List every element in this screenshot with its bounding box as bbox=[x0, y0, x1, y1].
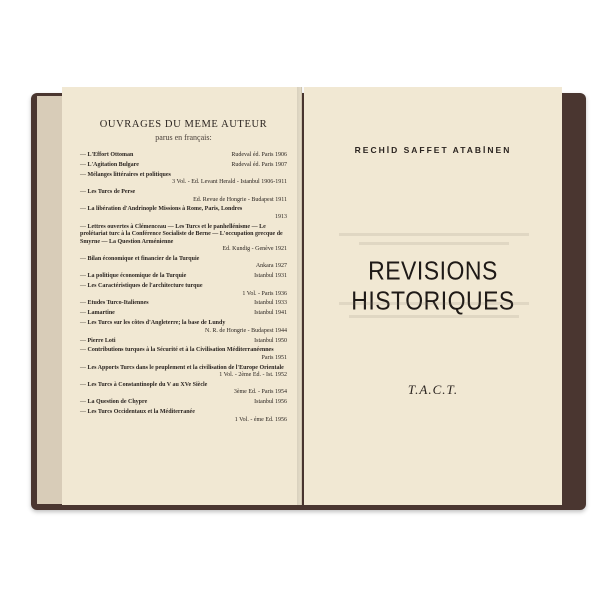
work-publication: 3 Vol. - Ed. Levant Herald - Istanbul 1906-1911 bbox=[172, 179, 287, 186]
work-publication: N. R. de Hongrie - Budapest 1944 bbox=[205, 327, 287, 334]
work-item bbox=[80, 162, 287, 169]
work-item bbox=[80, 365, 287, 380]
work-item bbox=[80, 206, 287, 221]
work-publication: 1 Vol. - 2ème Ed. - Ist. 1952 bbox=[219, 372, 287, 379]
publisher: T.A.C.T. bbox=[407, 382, 459, 397]
work-item bbox=[80, 310, 287, 317]
work-title: — Les Turcs de Perse bbox=[80, 189, 287, 196]
show-through-text bbox=[359, 242, 509, 245]
work-publication: Istanbul 1941 bbox=[254, 310, 287, 317]
work-title: — Lamartine bbox=[80, 310, 115, 317]
work-publication: Paris 1951 bbox=[261, 354, 287, 361]
left-page bbox=[62, 87, 302, 505]
work-title: — Les Turcs Occidentaux et la Méditerranée bbox=[80, 409, 287, 416]
work-item bbox=[80, 320, 287, 335]
work-publication: 1 Vol. - Paris 1936 bbox=[242, 290, 287, 297]
work-title: — Les Apports Turcs dans le peuplement et la civilisation de l'Europe Orientale bbox=[80, 365, 287, 372]
work-publication: Ed. Kundig - Genève 1921 bbox=[222, 245, 287, 252]
work-publication: Ed. Revue de Hongrie - Budapest 1911 bbox=[193, 196, 287, 203]
work-publication: 1913 bbox=[275, 213, 287, 220]
works-heading: OUVRAGES DU MEME AUTEUR bbox=[99, 119, 268, 130]
author-name: RECHİD SAFFET ATABİNEN bbox=[354, 145, 512, 155]
book-title: REVISIONS HISTORIQUES bbox=[351, 255, 515, 316]
work-publication: 3ème Ed. - Paris 1954 bbox=[233, 389, 287, 396]
work-title: — L'Agitation Bulgare bbox=[80, 162, 139, 169]
work-title: — Les Turcs sur les côtes d'Angleterre; la base de Lundy bbox=[80, 320, 287, 327]
work-item bbox=[80, 399, 287, 406]
work-title: — Contributions turques à la Sécurité et à la Civilisation Méditerranéennes bbox=[80, 347, 287, 354]
work-item bbox=[80, 382, 287, 397]
work-title: — La Question de Chypre bbox=[80, 399, 147, 406]
work-publication: Istanbul 1956 bbox=[254, 399, 287, 406]
work-publication: 1 Vol. - éme Ed. 1956 bbox=[234, 416, 287, 423]
work-item bbox=[80, 300, 287, 307]
work-title: — Etudes Turco-Italiennes bbox=[80, 300, 149, 307]
work-item bbox=[80, 172, 287, 187]
work-item bbox=[80, 409, 287, 424]
work-item bbox=[80, 152, 287, 159]
show-through-text bbox=[339, 233, 529, 236]
work-title: — L'Effort Ottoman bbox=[80, 152, 133, 159]
work-publication: Rudeval éd. Paris 1906 bbox=[231, 152, 287, 158]
work-item bbox=[80, 256, 287, 271]
work-item bbox=[80, 338, 287, 345]
work-publication: Ankara 1927 bbox=[255, 263, 287, 270]
work-title: — La libération d'Andrinople Missions à Rome, Paris, Londres bbox=[80, 206, 287, 213]
work-title: — Les Turcs à Constantinople du V au XVe Siècle bbox=[80, 382, 287, 389]
show-through-text bbox=[349, 315, 519, 318]
work-publication: Istanbul 1950 bbox=[254, 337, 287, 344]
work-publication: Istanbul 1933 bbox=[254, 300, 287, 307]
works-subheading: parus en français: bbox=[155, 133, 212, 142]
work-publication: Istanbul 1931 bbox=[254, 273, 287, 280]
work-item bbox=[80, 347, 287, 362]
work-item bbox=[80, 283, 287, 298]
work-title: — Pierre Loti bbox=[80, 338, 116, 345]
work-title: — Mélanges littéraires et politiques bbox=[80, 172, 287, 179]
work-item bbox=[80, 273, 287, 280]
show-through-text bbox=[339, 302, 529, 305]
work-item bbox=[80, 224, 287, 254]
work-item bbox=[80, 189, 287, 204]
works-list bbox=[80, 152, 287, 424]
work-title: — Les Caractéristiques de l'architecture turque bbox=[80, 283, 287, 290]
work-title: — Lettres ouvertes à Clémenceau — Les Turcs et le panhellénisme — Le prolétariat turc à la Conférence Socialiste de Berne — L'occupation grecque de Smyrne — La Question Arménienne bbox=[80, 224, 287, 246]
right-page bbox=[304, 87, 562, 505]
work-title: — La politique économique de la Turquie bbox=[80, 273, 186, 280]
work-publication: Rudeval éd. Paris 1907 bbox=[231, 161, 287, 168]
work-title: — Bilan économique et financier de la Turquie bbox=[80, 256, 287, 263]
